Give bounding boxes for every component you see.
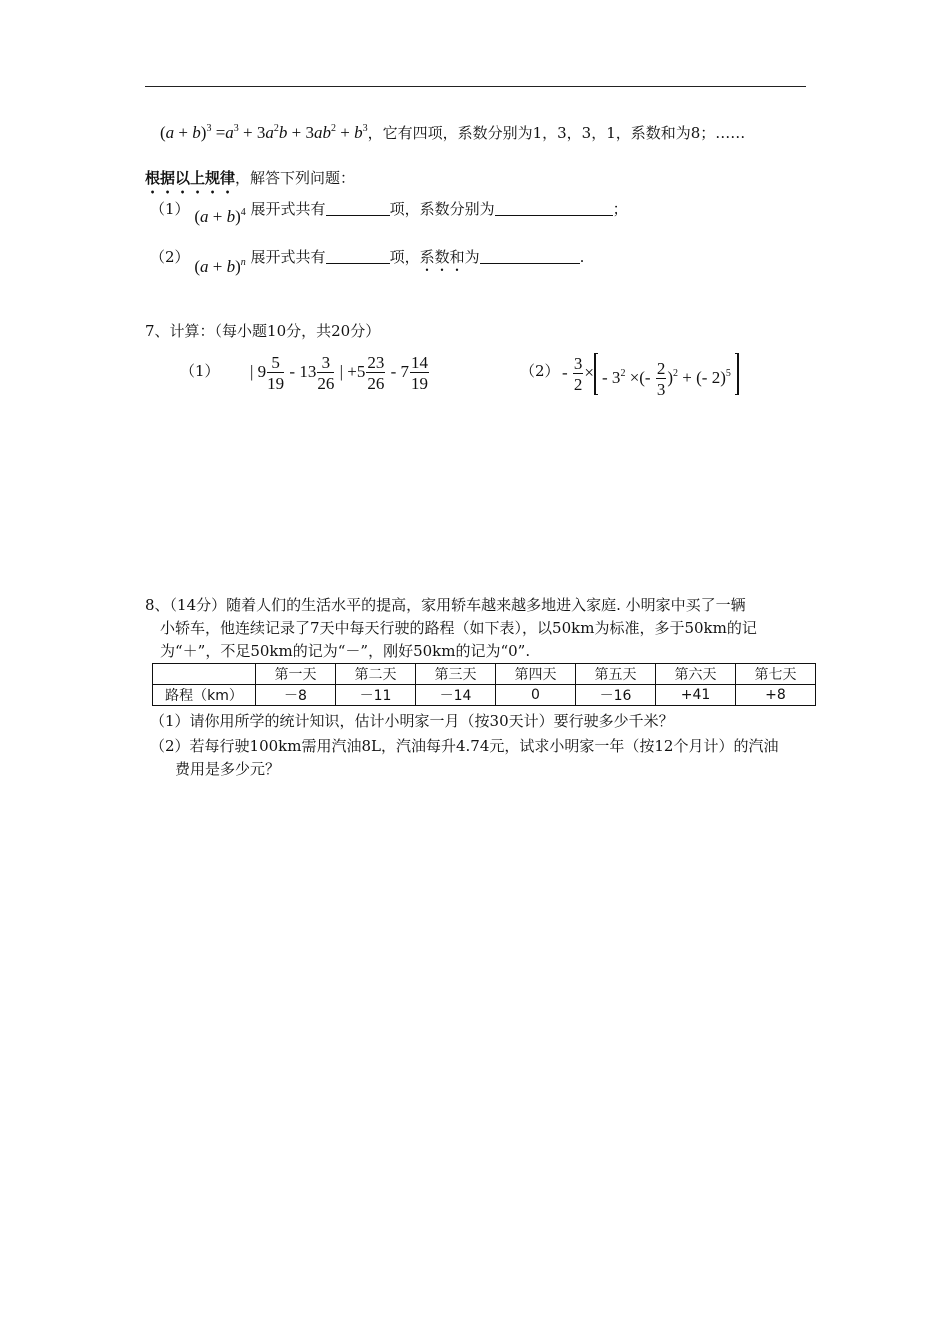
q7-part2-expression: - $\frac{3}{2}$ × - $3^2$ ×(- $\frac{2}{3}$ )$^2$ + (- 2)$^5$ [562,354,739,394]
table-cell: －16 [576,685,656,706]
q8-line1: 8、（14分）随着人们的生活水平的提高，家用轿车越来越多地进入家庭. 小明家中买了一辆 [145,596,746,614]
q8-sub1: （1）请你用所学的统计知识，估计小明家一月（按30天计）要行驶多少千米？ [150,712,674,730]
table-header-cell: 第一天 [256,664,336,685]
table-header-row [153,664,816,685]
q7-part1-expression: | 9 $\frac{5}{19}$ - 13 $\frac{3}{26}$ | +5 $\frac{23}{26}$ - 7 $\frac{14}{19}$ [250,353,428,393]
q7-part2-label: （2） [520,362,560,380]
q8-sub2-line2: 费用是多少元？ [175,760,281,778]
header-rule [145,86,806,87]
binomial-cube-formula: $(a + b)^3 =a^3 + 3a^2b + 3ab^2 + b^3$ [160,123,368,142]
q6-part1-label: （1） [150,200,190,218]
q6-part1-text-a: 展开式共有 [250,200,326,218]
q6-part1-text-b: 项，系数分别为 [389,200,495,218]
table-header-cell: 第三天 [416,664,496,685]
table-header-cell: 第五天 [576,664,656,685]
table-header-cell: 第四天 [496,664,576,685]
instruction-line [145,167,355,197]
instruction-emphasis: 根据以上规律 [145,169,236,187]
q8-sub2-line1: （2）若每行驶100km需用汽油8L，汽油每升4.74元，试求小明家一年（按12个月计）的汽油 [150,737,779,755]
q6-part1 [150,198,628,226]
answer-blank-terms-4[interactable] [326,201,390,216]
q6-part1-end: ； [612,200,628,218]
binomial-fourth-power: $(a + b)^4$ [194,207,246,226]
answer-blank-coefficient-sum[interactable] [480,249,580,264]
table-cell: +8 [736,685,816,706]
q6-part2 [150,246,584,275]
answer-blank-coefficients[interactable] [495,201,613,216]
table-cell: －11 [336,685,416,706]
q7-part1-label: （1） [180,362,220,380]
table-header-cell: 第六天 [656,664,736,685]
table-header-cell: 第二天 [336,664,416,685]
q6-part2-text-a: 展开式共有 [250,248,326,266]
binomial-nth-power: $(a + b)^n$ [194,257,246,276]
table-header-cell: 第七天 [736,664,816,685]
table-cell: 0 [496,685,576,706]
q6-part2-text-b: 项， [389,248,420,266]
q6-part2-end: . [579,248,585,266]
table-cell: +41 [656,685,736,706]
expansion-note: ，它有四项，系数分别为1，3，3，1，系数和为8；…… [367,124,746,142]
q6-part2-label: （2） [150,248,190,266]
table-cell: －14 [416,685,496,706]
table-row [153,685,816,706]
q6-part2-text-c: 为 [464,248,480,266]
binomial-cube-line [160,122,745,143]
q6-part2-emphasis: 系数和 [419,248,465,266]
q8-line2: 小轿车，他连续记录了7天中每天行驶的路程（如下表），以50km为标准，多于50km的记 [160,619,757,637]
table-row-label: 路程（km） [153,685,256,706]
table-header-cell [153,664,256,685]
mileage-table [152,663,816,706]
q7-heading: 7、计算：（每小题10分，共20分） [145,322,381,340]
answer-blank-terms-n[interactable] [326,249,390,264]
instruction-rest: ，解答下列问题： [235,169,356,187]
q8-line3: 为“＋”，不足50km的记为“－”，刚好50km的记为“0”. [160,642,531,660]
table-cell: －8 [256,685,336,706]
